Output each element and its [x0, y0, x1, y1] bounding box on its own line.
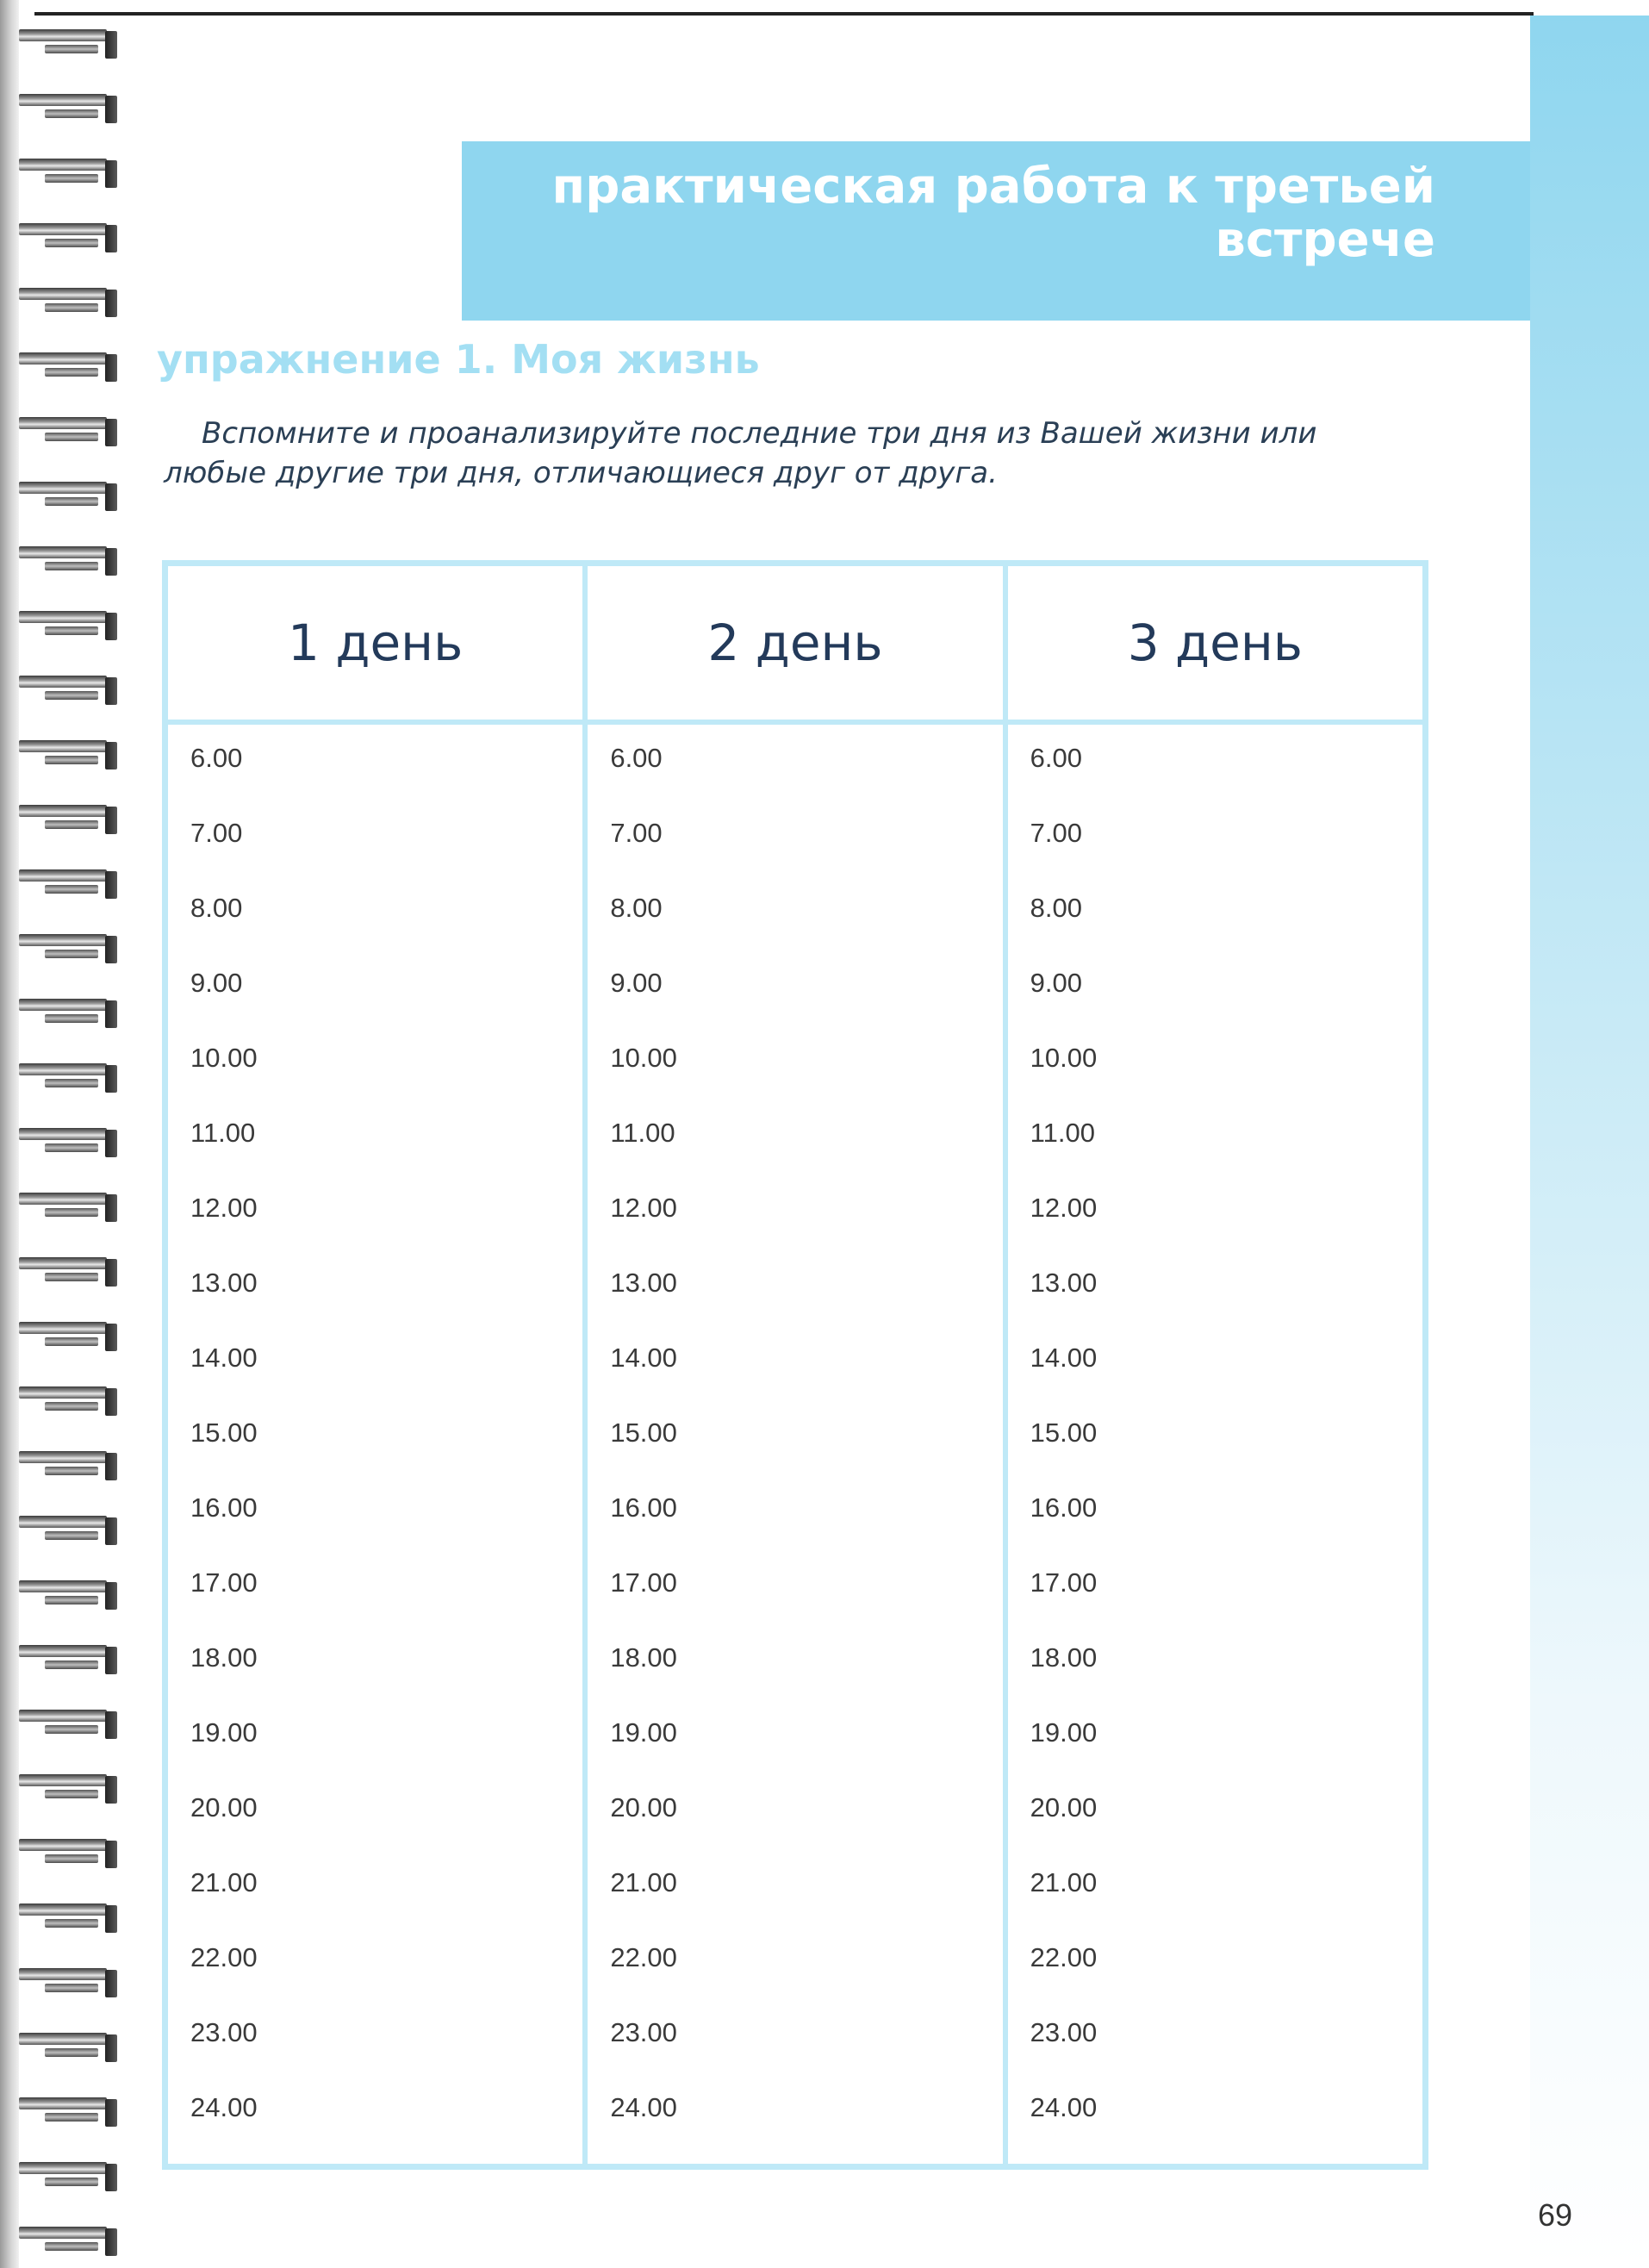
time-slot: 22.00: [1030, 1942, 1098, 1972]
time-slot: 20.00: [190, 1792, 258, 1822]
time-slot: 12.00: [190, 1193, 258, 1223]
exercise-title: упражнение 1. Моя жизнь: [157, 336, 760, 383]
binding-ring: [19, 1834, 114, 1873]
binding-ring: [19, 1252, 114, 1292]
time-list: [168, 725, 582, 2158]
time-slot: 10.00: [1030, 1043, 1098, 1073]
time-slot: 9.00: [1030, 968, 1082, 998]
binding-ring: [19, 735, 114, 775]
binding-ring: [19, 1187, 114, 1227]
time-slot: 21.00: [1030, 1867, 1098, 1897]
binding-ring: [19, 1058, 114, 1098]
time-slot: 6.00: [190, 743, 243, 773]
time-slot: 23.00: [1030, 2017, 1098, 2047]
time-slot: 15.00: [190, 1418, 258, 1448]
binding-ring: [19, 606, 114, 645]
time-slot: 12.00: [610, 1193, 677, 1223]
time-slot: 18.00: [1030, 1642, 1098, 1673]
binding-ring: [19, 1446, 114, 1486]
time-slot: 14.00: [190, 1343, 258, 1373]
binding-ring: [19, 864, 114, 904]
binding-ring: [19, 670, 114, 710]
time-slot: 12.00: [1030, 1193, 1098, 1223]
page-top-edge: [34, 12, 1534, 16]
binding-ring: [19, 1511, 114, 1550]
time-slot: 17.00: [610, 1567, 677, 1598]
time-slot: 8.00: [1030, 893, 1082, 923]
binding-ring: [19, 2157, 114, 2196]
time-slot: 15.00: [610, 1418, 677, 1448]
binding-ring: [19, 24, 114, 64]
time-slot: 16.00: [1030, 1492, 1098, 1523]
time-list: [1008, 725, 1422, 2158]
time-slot: 8.00: [610, 893, 663, 923]
binding-ring: [19, 1898, 114, 1938]
time-slot: 8.00: [190, 893, 243, 923]
binding-ring: [19, 1769, 114, 1809]
day-column-3: [1008, 566, 1422, 2164]
day-header: 3 день: [1008, 566, 1422, 725]
time-slot: 11.00: [610, 1118, 675, 1148]
spiral-binding: [0, 0, 121, 2268]
binding-ring: [19, 1123, 114, 1162]
binding-ring: [19, 2092, 114, 2132]
time-slot: 10.00: [190, 1043, 258, 1073]
time-list: [588, 725, 1002, 2158]
binding-ring: [19, 153, 114, 193]
time-slot: 11.00: [190, 1118, 256, 1148]
header-banner: [462, 141, 1530, 321]
time-slot: 23.00: [190, 2017, 258, 2047]
binding-ring: [19, 89, 114, 128]
binding-ring: [19, 477, 114, 516]
time-slot: 13.00: [1030, 1268, 1098, 1298]
time-slot: 9.00: [610, 968, 663, 998]
binding-ring: [19, 1963, 114, 2003]
time-slot: 17.00: [1030, 1567, 1098, 1598]
time-slot: 24.00: [190, 2092, 258, 2122]
binding-ring: [19, 412, 114, 452]
time-slot: 7.00: [1030, 818, 1082, 848]
exercise-instructions: Вспомните и проанализируйте последние три дня из Вашей жизни или любые другие три дня, отличающиеся друг от друга.: [164, 416, 1317, 490]
time-slot: 23.00: [610, 2017, 677, 2047]
decorative-side-strip: [1530, 16, 1649, 2268]
time-slot: 20.00: [610, 1792, 677, 1822]
time-slot: 18.00: [610, 1642, 677, 1673]
binding-ring: [19, 218, 114, 258]
binding-ring: [19, 929, 114, 969]
time-slot: 21.00: [190, 1867, 258, 1897]
time-slot: 18.00: [190, 1642, 258, 1673]
time-slot: 16.00: [610, 1492, 677, 1523]
time-slot: 15.00: [1030, 1418, 1098, 1448]
time-slot: 13.00: [190, 1268, 258, 1298]
binding-ring: [19, 283, 114, 322]
schedule-table: [162, 560, 1428, 2170]
time-slot: 19.00: [1030, 1717, 1098, 1748]
time-slot: 7.00: [610, 818, 663, 848]
time-slot: 22.00: [610, 1942, 677, 1972]
banner-title: практическая работа к третьей встрече: [551, 159, 1435, 268]
binding-ring: [19, 994, 114, 1033]
binding-ring: [19, 2028, 114, 2067]
time-slot: 22.00: [190, 1942, 258, 1972]
binding-ring: [19, 1381, 114, 1421]
time-slot: 24.00: [610, 2092, 677, 2122]
time-slot: 6.00: [610, 743, 663, 773]
time-slot: 19.00: [190, 1717, 258, 1748]
binding-ring: [19, 347, 114, 387]
time-slot: 9.00: [190, 968, 243, 998]
binding-ring: [19, 2221, 114, 2261]
binding-ring: [19, 1575, 114, 1615]
time-slot: 11.00: [1030, 1118, 1095, 1148]
day-header: 2 день: [588, 566, 1002, 725]
page-number: 69: [1538, 2197, 1573, 2233]
time-slot: 14.00: [1030, 1343, 1098, 1373]
time-slot: 10.00: [610, 1043, 677, 1073]
time-slot: 20.00: [1030, 1792, 1098, 1822]
time-slot: 13.00: [610, 1268, 677, 1298]
time-slot: 17.00: [190, 1567, 258, 1598]
time-slot: 7.00: [190, 818, 243, 848]
day-header: 1 день: [168, 566, 582, 725]
time-slot: 21.00: [610, 1867, 677, 1897]
time-slot: 6.00: [1030, 743, 1082, 773]
time-slot: 24.00: [1030, 2092, 1098, 2122]
day-column-1: [168, 566, 588, 2164]
day-column-2: [588, 566, 1007, 2164]
time-slot: 19.00: [610, 1717, 677, 1748]
binding-ring: [19, 1704, 114, 1744]
time-slot: 16.00: [190, 1492, 258, 1523]
time-slot: 14.00: [610, 1343, 677, 1373]
binding-ring: [19, 800, 114, 839]
binding-ring: [19, 1640, 114, 1679]
binding-ring: [19, 1317, 114, 1356]
binding-edge: [0, 0, 19, 2268]
binding-ring: [19, 541, 114, 581]
